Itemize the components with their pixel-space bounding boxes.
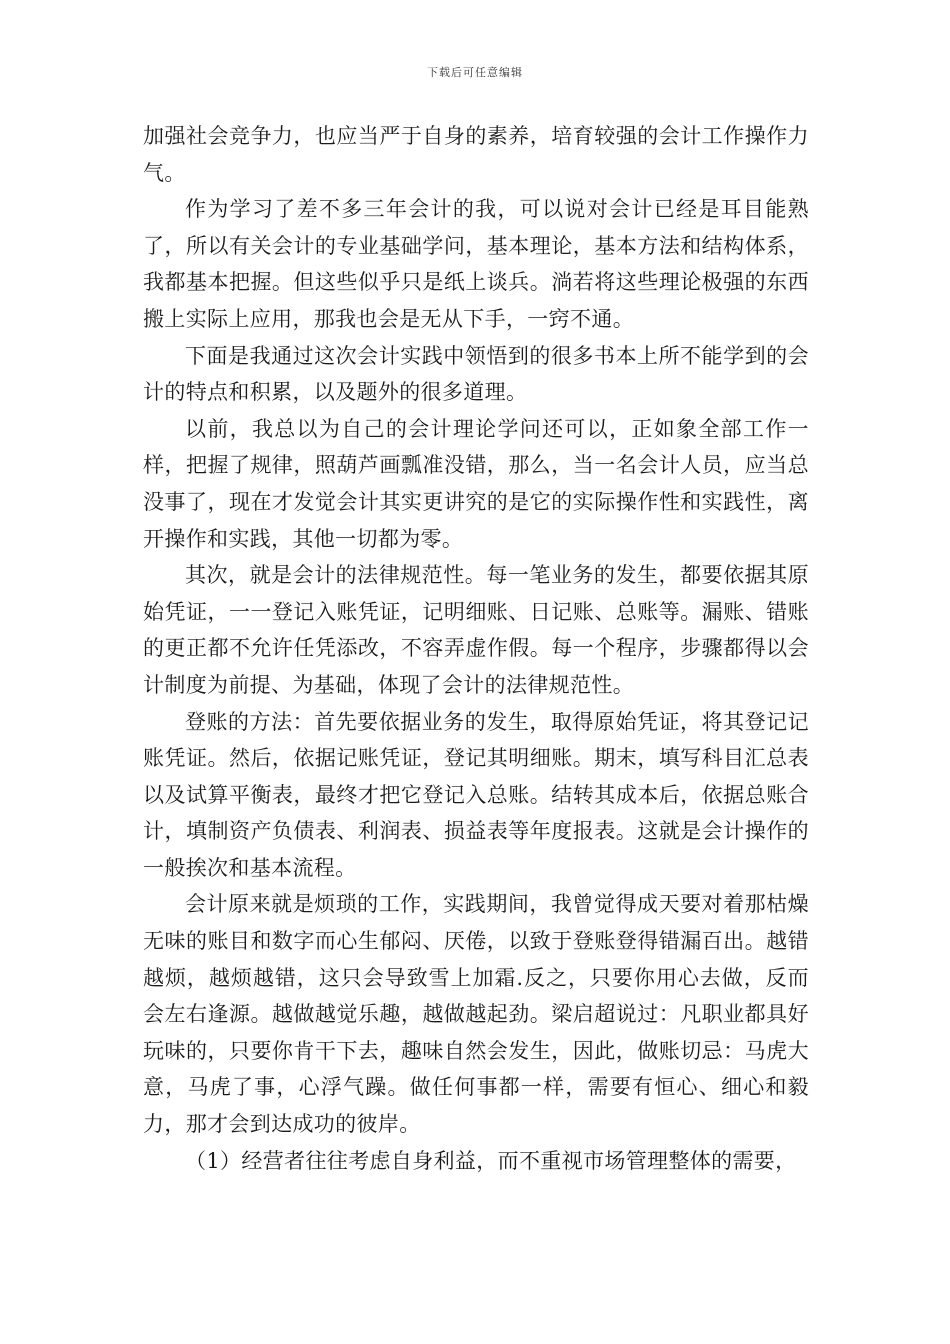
paragraph-1: 加强社会竞争力，也应当严于自身的素养，培育较强的会计工作操作力气。	[143, 124, 809, 185]
header-note: 下载后可任意编辑	[427, 66, 523, 79]
paragraph-6: 登账的方法：首先要依据业务的发生，取得原始凭证，将其登记记账凭证。然后，依据记账凭证，登记其明细账。期末，填写科目汇总表以及试算平衡表，最终才把它登记入总账。结转其成本后，依据总账合计，填制资产负债表、利润表、损益表等年度报表。这就是会计操作的一般挨次和基本流程。	[143, 709, 809, 880]
paragraph-4: 以前，我总以为自己的会计理论学问还可以，正如象全部工作一样，把握了规律，照葫芦画瓢准没错，那么，当一名会计人员，应当总没事了，现在才发觉会计其实更讲究的是它的实际操作性和实践性，离开操作和实践，其他一切都为零。	[143, 416, 809, 551]
body-text	[143, 118, 809, 1179]
paragraph-2: 作为学习了差不多三年会计的我，可以说对会计已经是耳目能熟了，所以有关会计的专业基础学问，基本理论，基本方法和结构体系，我都基本把握。但这些似乎只是纸上谈兵。淌若将这些理论极强的东西搬上实际上应用，那我也会是无从下手，一窍不通。	[143, 197, 809, 331]
paragraph-5: 其次，就是会计的法律规范性。每一笔业务的发生，都要依据其原始凭证，一一登记入账凭证，记明细账、日记账、总账等。漏账、错账的更正都不允许任凭添改，不容弄虚作假。每一个程序，步骤都得以会计制度为前提、为基础，体现了会计的法律规范性。	[143, 563, 809, 697]
paragraph-8: （1）经营者往往考虑自身利益，而不重视市场管理整体的需要，	[185, 1148, 797, 1173]
paragraph-7: 会计原来就是烦琐的工作，实践期间，我曾觉得成天要对着那枯燥无味的账目和数字而心生郁闷、厌倦，以致于登账登得错漏百出。越错越烦，越烦越错，这只会导致雪上加霜.反之，只要你用心去做，反而会左右逢源。越做越觉乐趣，越做越起劲。梁启超说过：凡职业都具好玩味的，只要你肯干下去，趣味自然会发生，因此，做账切忌：马虎大意，马虎了事，心浮气躁。做任何事都一样，需要有恒心、细心和毅力，那才会到达成功的彼岸。	[143, 892, 809, 1137]
paragraph-3: 下面是我通过这次会计实践中领悟到的很多书本上所不能学到的会计的特点和积累，以及题外的很多道理。	[143, 343, 809, 405]
